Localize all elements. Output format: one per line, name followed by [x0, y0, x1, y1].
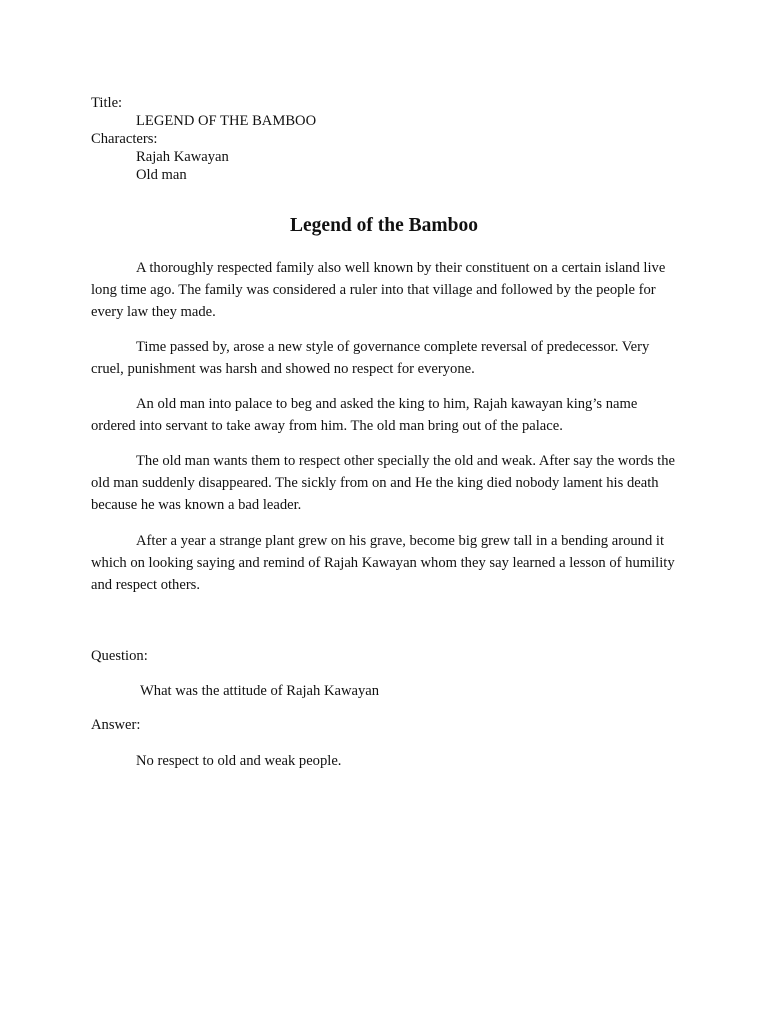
characters-label: Characters:: [91, 131, 158, 147]
story-paragraph: Time passed by, arose a new style of governance complete reversal of predecessor. Very cruel, punishment was harsh and showed no respect for everyone.: [91, 339, 650, 377]
character-item: Rajah Kawayan: [136, 149, 229, 165]
story-paragraph: After a year a strange plant grew on his grave, become big grew tall in a bending around it which on looking saying and remind of Rajah Kawayan whom they say learned a lesson of humility and respect others.: [91, 533, 675, 593]
answer-label: Answer:: [91, 717, 141, 733]
story-paragraph: An old man into palace to beg and asked the king to him, Rajah kawayan king’s name ordered into servant to take away from him. The old man bring out of the palace.: [91, 396, 638, 434]
story-heading: Legend of the Bamboo: [290, 215, 478, 236]
question-text: What was the attitude of Rajah Kawayan: [140, 683, 380, 699]
title-label: Title:: [91, 95, 123, 111]
story-paragraph: A thoroughly respected family also well known by their constituent on a certain island live long time ago. The family was considered a ruler into that village and followed by the people for every law they made.: [91, 260, 666, 320]
answer-text: No respect to old and weak people.: [136, 753, 342, 769]
story-paragraph: The old man wants them to respect other specially the old and weak. After say the words the old man suddenly disappeared. The sickly from on and He the king died nobody lament his death because he was known a bad leader.: [91, 453, 675, 513]
character-item: Old man: [136, 167, 187, 183]
question-label: Question:: [91, 648, 148, 664]
title-value: LEGEND OF THE BAMBOO: [136, 113, 317, 129]
